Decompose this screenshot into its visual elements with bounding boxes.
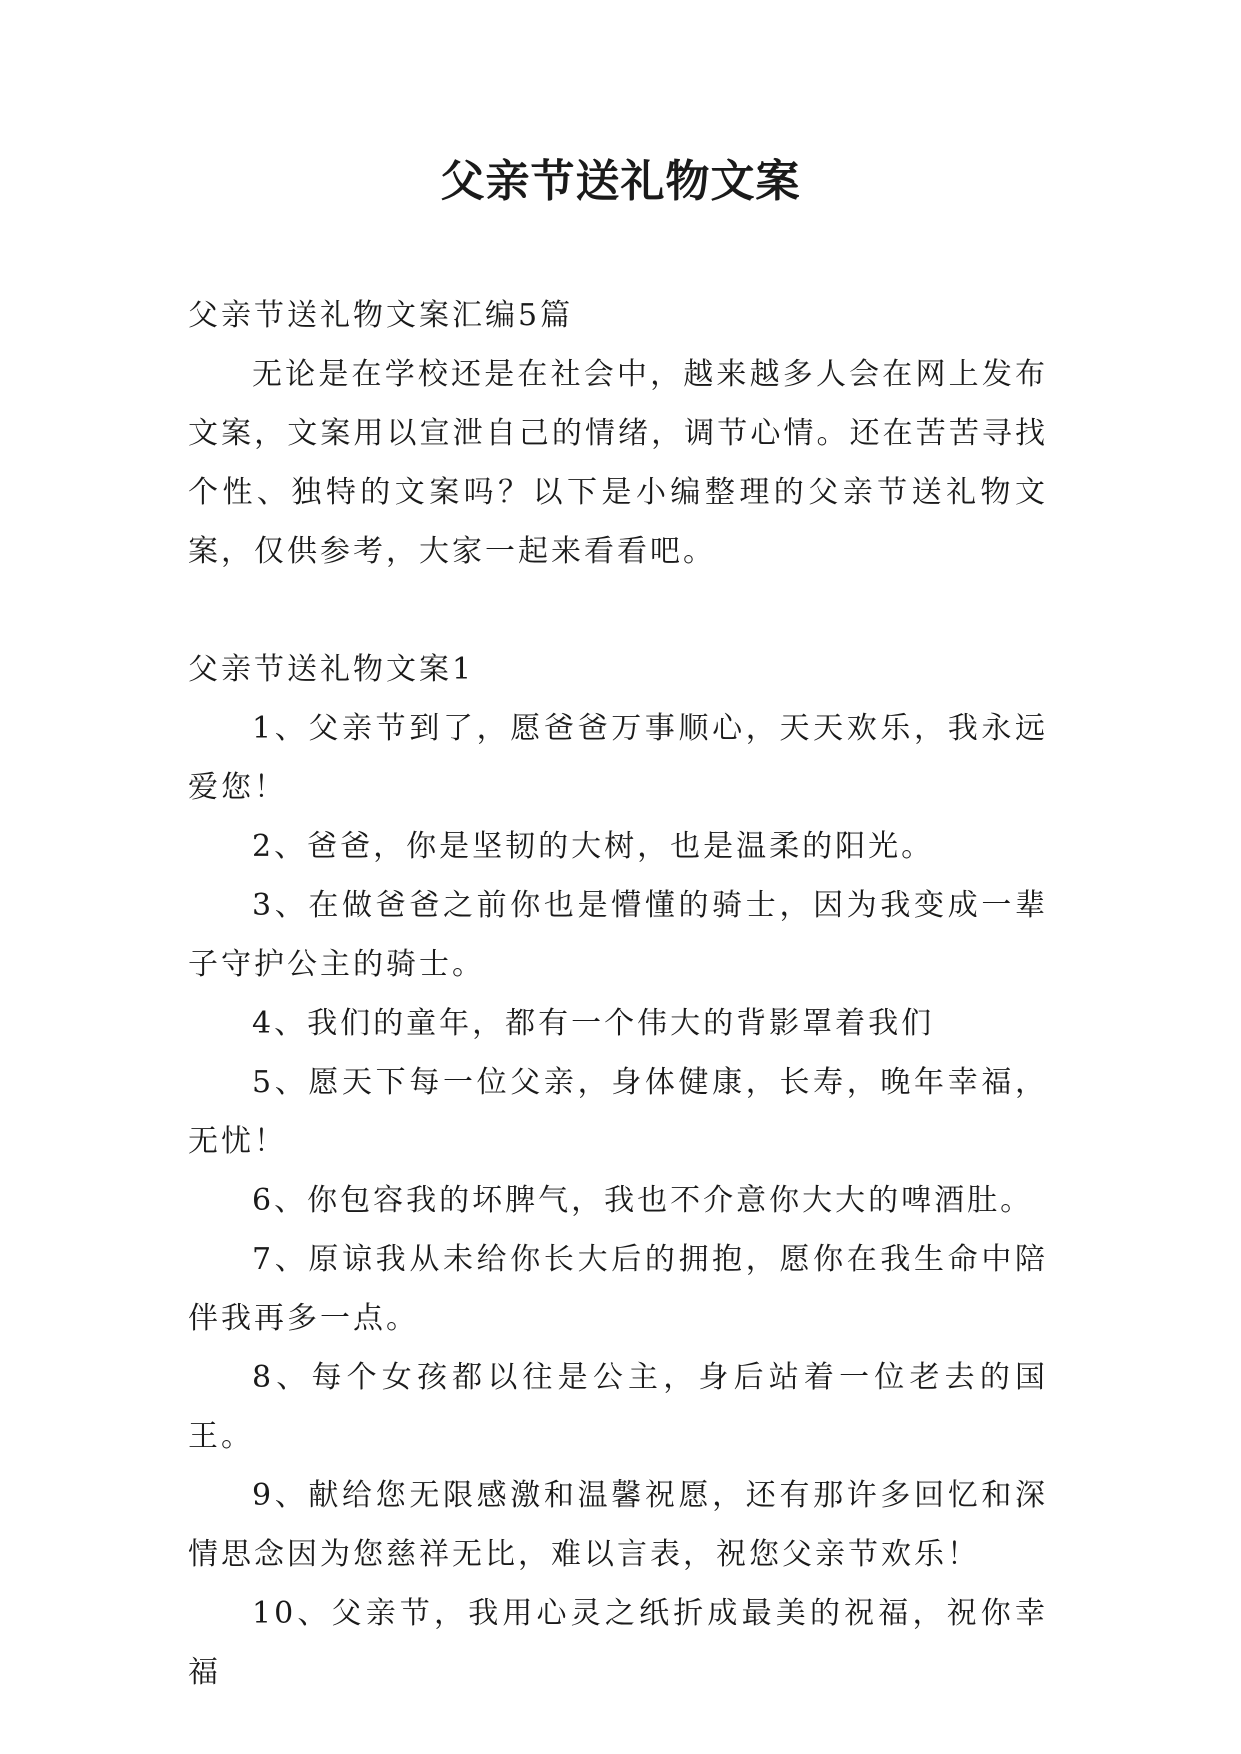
list-item: 1、父亲节到了，愿爸爸万事顺心，天天欢乐，我永远爱您！ — [188, 711, 1048, 805]
intro-paragraph: 无论是在学校还是在社会中，越来越多人会在网上发布文案，文案用以宣泄自己的情绪，调节心情。还在苦苦寻找个性、独特的文案吗？以下是小编整理的父亲节送礼物文案，仅供参考，大家一起来看看吧。 — [188, 357, 1048, 569]
list-item: 2、爸爸，你是坚韧的大树，也是温柔的阳光。 — [252, 829, 935, 864]
paragraph-spacer — [188, 581, 1048, 640]
list-item: 8、每个女孩都以往是公主，身后站着一位老去的国王。 — [188, 1360, 1048, 1454]
list-item: 6、你包容我的坏脾气，我也不介意你大大的啤酒肚。 — [252, 1183, 1034, 1218]
document-subtitle: 父亲节送礼物文案汇编5篇 — [188, 298, 574, 333]
document-body — [188, 286, 1048, 1702]
document-title: 父亲节送礼物文案 — [440, 156, 801, 207]
list-item: 9、献给您无限感激和温馨祝愿，还有那许多回忆和深情思念因为您慈祥无比，难以言表，祝您父亲节欢乐！ — [188, 1478, 1048, 1572]
list-item: 7、原谅我从未给你长大后的拥抱，愿你在我生命中陪伴我再多一点。 — [188, 1242, 1048, 1336]
list-item: 5、愿天下每一位父亲，身体健康，长寿，晚年幸福，无忧！ — [188, 1065, 1048, 1159]
list-item: 4、我们的童年，都有一个伟大的背影罩着我们 — [252, 1006, 935, 1041]
section-heading: 父亲节送礼物文案1 — [188, 652, 475, 687]
list-item: 3、在做爸爸之前你也是懵懂的骑士，因为我变成一辈子守护公主的骑士。 — [188, 888, 1048, 982]
list-item: 10、父亲节，我用心灵之纸折成最美的祝福，祝你幸福 — [188, 1596, 1048, 1690]
